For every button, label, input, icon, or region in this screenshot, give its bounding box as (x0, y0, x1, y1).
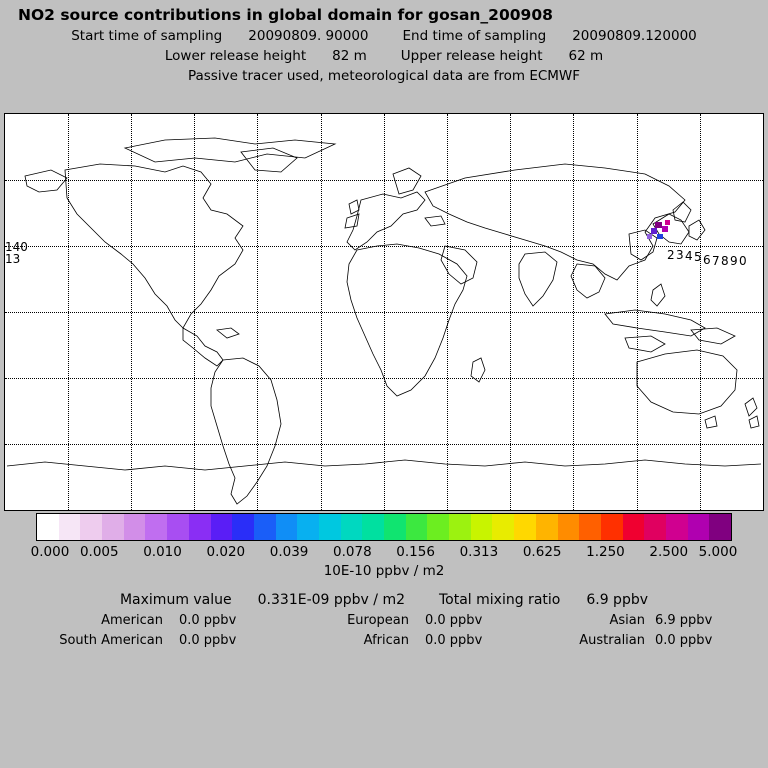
tracer-note (0, 68, 768, 84)
colorbar-segment (384, 514, 406, 540)
max-value-label: Maximum value (119, 592, 232, 608)
map-right-label-5: 6 (703, 253, 711, 267)
colorbar-segment (37, 514, 59, 540)
map-right-label-9: 0 (739, 254, 747, 268)
colorbar-segment (124, 514, 146, 540)
colorbar-segment (579, 514, 601, 540)
colorbar-tick: 0.156 (396, 544, 435, 560)
colorbar (36, 513, 732, 541)
colorbar-segment (644, 514, 666, 540)
region-name-american: American (101, 613, 163, 628)
page-title: NO2 source contributions in global domain for gosan_200908 (18, 6, 553, 24)
colorbar-segment (623, 514, 645, 540)
spacer (543, 48, 569, 64)
region-value-american: 0.0 ppbv (179, 613, 237, 628)
region-name-african: African (363, 633, 409, 648)
region-name-european: European (347, 613, 409, 628)
colorbar-segment (232, 514, 254, 540)
map-right-label-6: 7 (712, 254, 720, 268)
colorbar-segment (492, 514, 514, 540)
end-time-label: End time of sampling (402, 28, 547, 44)
total-mixing-label: Total mixing ratio (439, 592, 561, 608)
spacer (560, 592, 586, 608)
lower-release-value: 82 m (332, 48, 367, 64)
release-height-row (0, 48, 768, 64)
region-value-south-american: 0.0 ppbv (179, 633, 237, 648)
region-value-african: 0.0 ppbv (425, 633, 483, 648)
colorbar-strip (36, 513, 732, 541)
spacer (546, 28, 572, 44)
spacer (306, 48, 332, 64)
spacer (222, 28, 248, 44)
spacer (369, 28, 403, 44)
colorbar-tick: 0.010 (143, 544, 182, 560)
map-right-label-7: 8 (721, 254, 729, 268)
region-value-asian: 6.9 ppbv (655, 613, 713, 628)
colorbar-tick: 5.000 (698, 544, 738, 560)
colorbar-segment (558, 514, 580, 540)
region-name-asian: Asian (609, 613, 645, 628)
colorbar-segment (427, 514, 449, 540)
spacer (367, 48, 401, 64)
colorbar-tick: 2.500 (649, 544, 689, 560)
colorbar-segment (297, 514, 319, 540)
sampling-time-row (0, 28, 768, 44)
map-canvas (5, 114, 763, 510)
map-panel (4, 113, 764, 511)
colorbar-tick: 0.313 (459, 544, 499, 560)
colorbar-segment (167, 514, 189, 540)
colorbar-segment (362, 514, 384, 540)
plume-cell (657, 234, 663, 239)
colorbar-segment (666, 514, 688, 540)
figure-header (0, 0, 768, 84)
coastline-layer (5, 114, 763, 510)
spacer (232, 592, 258, 608)
colorbar-tick: 0.039 (269, 544, 309, 560)
colorbar-segment (254, 514, 276, 540)
summary-row (0, 592, 768, 608)
upper-release-value: 62 m (568, 48, 604, 64)
colorbar-segment (102, 514, 124, 540)
colorbar-tick: 0.078 (333, 544, 372, 560)
region-name-australian: Australian (579, 633, 645, 648)
region-value-european: 0.0 ppbv (425, 613, 483, 628)
lower-release-label: Lower release height (164, 48, 307, 64)
plume-cell (665, 220, 670, 225)
start-time-label: Start time of sampling (71, 28, 223, 44)
colorbar-segment (688, 514, 710, 540)
colorbar-segment (406, 514, 428, 540)
colorbar-segment (211, 514, 233, 540)
region-row-south (0, 633, 768, 648)
colorbar-tick: 0.005 (79, 544, 119, 560)
colorbar-segment (80, 514, 102, 540)
region-name-south-american: South American (59, 633, 163, 648)
start-time-value: 20090809. 90000 (248, 28, 369, 44)
colorbar-unit-label: 10E-10 ppbv / m2 (323, 563, 445, 579)
colorbar-segment (601, 514, 623, 540)
map-right-label-8: 9 (730, 254, 738, 268)
colorbar-tick: 1.250 (586, 544, 625, 560)
colorbar-segment (514, 514, 536, 540)
plume-cell (662, 226, 668, 232)
colorbar-segment (319, 514, 341, 540)
colorbar-segment (145, 514, 167, 540)
colorbar-segment (276, 514, 298, 540)
colorbar-tick: 0.000 (30, 544, 70, 560)
plume-cell (647, 234, 652, 239)
map-right-label-1: 2 (667, 248, 675, 262)
max-value-value: 0.331E-09 ppbv / m2 (257, 592, 405, 608)
region-row-north (0, 613, 768, 628)
map-right-label-2: 3 (676, 248, 684, 262)
colorbar-segment (449, 514, 471, 540)
colorbar-segment (189, 514, 211, 540)
colorbar-segment (709, 514, 731, 540)
spacer (405, 592, 439, 608)
colorbar-tick: 0.625 (522, 544, 562, 560)
colorbar-segment (536, 514, 558, 540)
map-left-label-2: 13 (5, 252, 21, 266)
tracer-note-text: Passive tracer used, meteorological data are from ECMWF (187, 68, 581, 84)
figure-footer (0, 592, 768, 648)
map-right-label-3: 4 (685, 249, 693, 263)
region-value-australian: 0.0 ppbv (655, 633, 713, 648)
colorbar-segment (341, 514, 363, 540)
colorbar-tick-labels (0, 544, 768, 560)
colorbar-segment (471, 514, 493, 540)
map-right-label-4: 5 (694, 250, 702, 264)
end-time-value: 20090809.120000 (572, 28, 697, 44)
map-left-label-1: 140 (5, 240, 28, 254)
total-mixing-value: 6.9 ppbv (586, 592, 649, 608)
colorbar-segment (59, 514, 81, 540)
colorbar-tick: 0.020 (206, 544, 246, 560)
upper-release-label: Upper release height (400, 48, 543, 64)
